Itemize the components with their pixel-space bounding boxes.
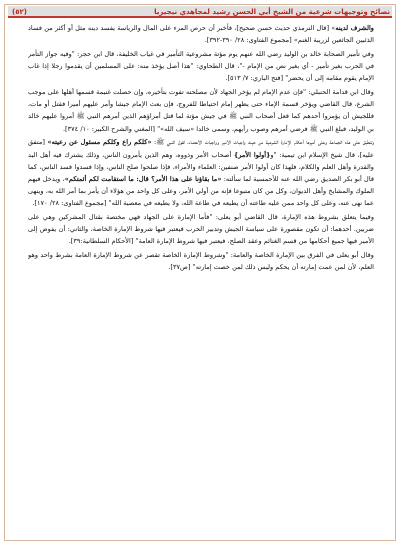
paragraph [28,22,374,46]
paragraph [28,86,374,135]
body-text [28,22,374,527]
paragraph [28,136,374,209]
paragraph-text: وقال أبو يعلى في الفرق بين الإمارة الخاصة والعامة: "وشروط الإمارة الخاصة تقصر عن شروط الإمارة العامة بشرط واحد وهو العلم، لأن لمن عمت إمارته أن يحكم وليس ذلك لمن خصت إمارته" [ص٣٧]. [28,251,374,272]
paragraph-text: [متفق عليه]، قال شيخ الإسلام ابن تيمية: "و [28,138,374,159]
bold-quote-text: «ما بقاؤنا على هذا الأمر؟ قال: ما استقامت لكم أئمتكم» [64,174,222,183]
paragraph-text: وتنطبق على هذه الجماعة وعلى أميرها أحكام الإمارة الشرعية من حيث واجبات الأمير وواجبات الأعضاء، لقول النبي ﷺ: [151,138,374,147]
page-number: (٥٢) [12,8,27,16]
paragraph-text: وقال ابن قدامة الحنبلي: "فإن عدم الإمام لم يؤخر الجهاد لأن مصلحته تفوت بتأخيره، وإن حصلت غنيمة قسمها أهلها على موجب الشرع، قال القاضي ويؤخر قسمة الإماء حتى يظهر إمام احتياطا للفروج، فإن بعث الإمام جيشا وأمر عليهم أميرا فقتل أو مات، فللجيش أن يؤمروا أحدهم كما فعل أصحاب النبي ﷺ في جيش مؤتة لما قتل أمراؤهم الذين أمرهم النبي ﷺ أمروا عليهم خالد بن الوليد، فبلغ النبي ﷺ فرضي أمرهم وصوب رأيهم، وسمى خالدا «سيف الله»" [المغني والشرح الكبير: ١٠/ ٣٧٤]. [28,88,374,133]
paragraph-text: وفيما يتعلق بشروط هذه الإمارة، قال القاضي أبو يعلى: "فأما الإمارة على الجهاد فهي مختصة بقتال المشركين وهي على ضربين. أحدهما: أن تكون مقصورة على سياسة الجيش وتدبير الحرب فيعتبر فيها شروط الإمارة الخاصة، والثاني: أن يفوض إلى الأمير فيها جميع أحكامها من قسم الغنائم وعقد الصلح، فيعتبر فيها شروط الإمارة العامة" [الأحكام السلطانية:٣٩]. [28,213,374,246]
paragraph [28,211,374,248]
paragraph [28,48,374,85]
paragraph-text: أصحاب الأمر وذووه، وهم الذين يأمرون الناس، وذلك يشترك فيه أهل اليد والقدرة وأهل العلم والكلام، فلهذا كان أولوا الأمر صنفين: العلماء والأمراء، فإذا صلحوا صلح الناس، وإذا فسدوا فسد الناس، كما قال أبو بكر الصديق رضي الله عنه للأحمسية لما سألته: [28,150,374,183]
bold-quote-text: {أولوا الأمر} [233,150,271,159]
bold-quote-text: «كلكم راع وكلكم مسئول عن رعيته» [47,138,152,147]
paragraph-text: ، ويدخل فيهم الملوك والمشايخ وأهل الديوان، وكل من كان متبوعا فإنه من أولي الأمر، وعلى كل واحد من هؤلاء أن يأمر بما أمر الله به، وينهى عما نهى عنه، وعلى كل واحد ممن عليه طاعته أن يطيعه في طاعة الله، ولا يطيعه في معصية الله" [مجموع الفتاوى: ٢٨/ ١٧٠]. [28,174,374,208]
paragraph-text: » [قال الترمذي حديث حسن صحيح]، فأخبر أن حرص المرء على المال والرياسة يفسد دينه مثل أو أكثر من فساد الذئبين الجائعين لزريبة الغنم» [مجموع الفتاوى: ٢٨/ ٣٩٠-٣٩٢]. [28,24,374,45]
paragraph-text: وفي تأمير الصحابة خالد بن الوليد رضي الله عنهم يوم مؤتة مشروعية التأمير في غياب الخليفة، قال ابن حجر: "وفيه جواز التأمر في الحرب بغير تأمير - أي بغير نص من الإمام -"، قال الطحاوي: "هذا أصل يؤخذ منه: على المسلمين أن يقدموا رجلا إذا غاب الإمام يقوم مقامه إلى أن يحضر" [فتح الباري: ٧/ ٥١٣]. [28,49,374,83]
paragraph [28,249,374,273]
running-header-title: نصائح وتوجيهات شرعية من الشيخ أبي الحسن رشيد لمجاهدي نيجيريا [154,8,390,16]
bold-quote-text: والشرف لدينه [335,24,374,32]
